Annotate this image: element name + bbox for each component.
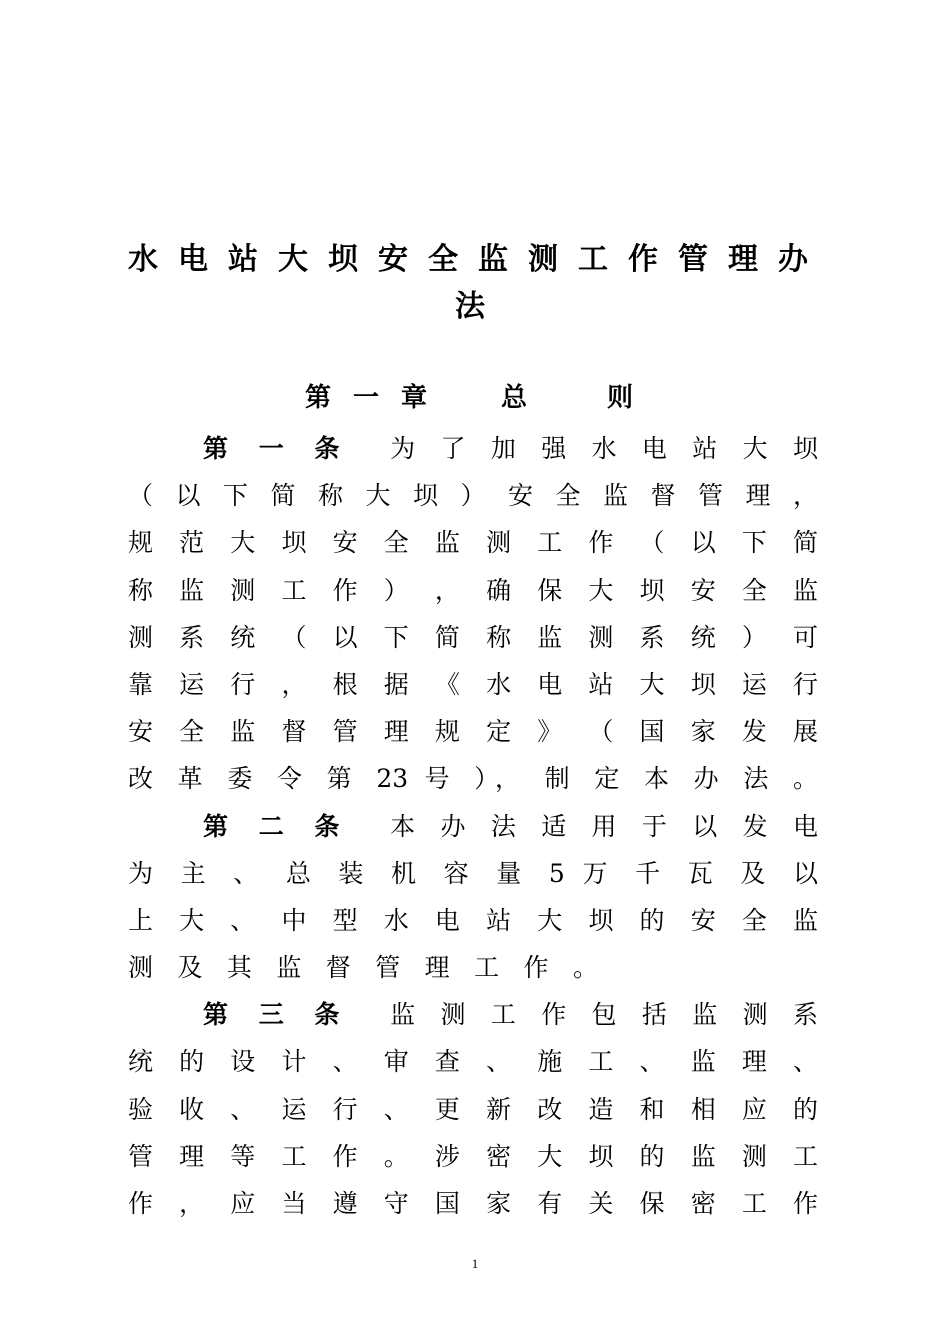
article-3-line-2: 统 的 设 计 、 审 查 、 施 工 、 监 理 、 xyxy=(128,1047,818,1077)
article-text: 监 测 工 作 包 括 监 测 系 xyxy=(390,1000,818,1030)
article-2-line-2: 为 主 、 总 装 机 容 量 5 万 千 瓦 及 以 xyxy=(128,858,818,888)
article-label: 第三条 xyxy=(203,1000,371,1030)
article-1-line-2: （ 以 下 简 称 大 坝 ） 安 全 监 督 管 理 ， xyxy=(128,481,818,511)
body-text xyxy=(128,430,818,1232)
article-label: 第一条 xyxy=(203,434,371,463)
article-text: 本 办 法 适 用 于 以 发 电 xyxy=(390,811,818,841)
page-number: 1 xyxy=(471,1256,479,1271)
article-1-line-8: 改 革 委 令 第 23 号 ）， 制 定 本 办 法 。 xyxy=(128,764,818,794)
article-1-line-5: 测 系 统 （ 以 下 简 称 监 测 系 统 ） 可 xyxy=(128,622,818,652)
article-1-line-7: 安 全 监 督 管 理 规 定 》 （ 国 家 发 展 xyxy=(128,717,818,747)
document-title-line-2: 法 xyxy=(455,289,505,324)
article-1-line-6: 靠 运 行 ， 根 据 《 水 电 站 大 坝 运 行 xyxy=(128,669,818,699)
article-label: 第二条 xyxy=(203,811,371,841)
article-3-line-4: 管 理 等 工 作 。 涉 密 大 坝 的 监 测 工 xyxy=(128,1141,818,1171)
article-2-line-3: 上 大 、 中 型 水 电 站 大 坝 的 安 全 监 xyxy=(128,905,818,935)
article-2-line-1 xyxy=(128,808,818,855)
article-1-line-1 xyxy=(128,430,818,477)
article-1-line-3: 规 范 大 坝 安 全 监 测 工 作 （ 以 下 简 xyxy=(128,528,818,558)
document-title-line-1: 水电站大坝安全监测工作管理办 xyxy=(128,242,828,277)
article-3-line-1 xyxy=(128,996,818,1043)
chapter-number: 第一章 xyxy=(305,383,450,413)
chapter-name: 总则 xyxy=(501,383,714,413)
article-2-line-4: 测 及 其 监 督 管 理 工 作 。 xyxy=(128,953,598,983)
chapter-heading xyxy=(305,385,713,411)
article-1-line-4: 称 监 测 工 作 ） ， 确 保 大 坝 安 全 监 xyxy=(128,575,818,605)
article-3-line-5: 作 ， 应 当 遵 守 国 家 有 关 保 密 工 作 xyxy=(128,1189,818,1218)
article-3-line-3: 验 收 、 运 行 、 更 新 改 造 和 相 应 的 xyxy=(128,1094,818,1124)
article-text: 为 了 加 强 水 电 站 大 坝 xyxy=(390,434,818,463)
